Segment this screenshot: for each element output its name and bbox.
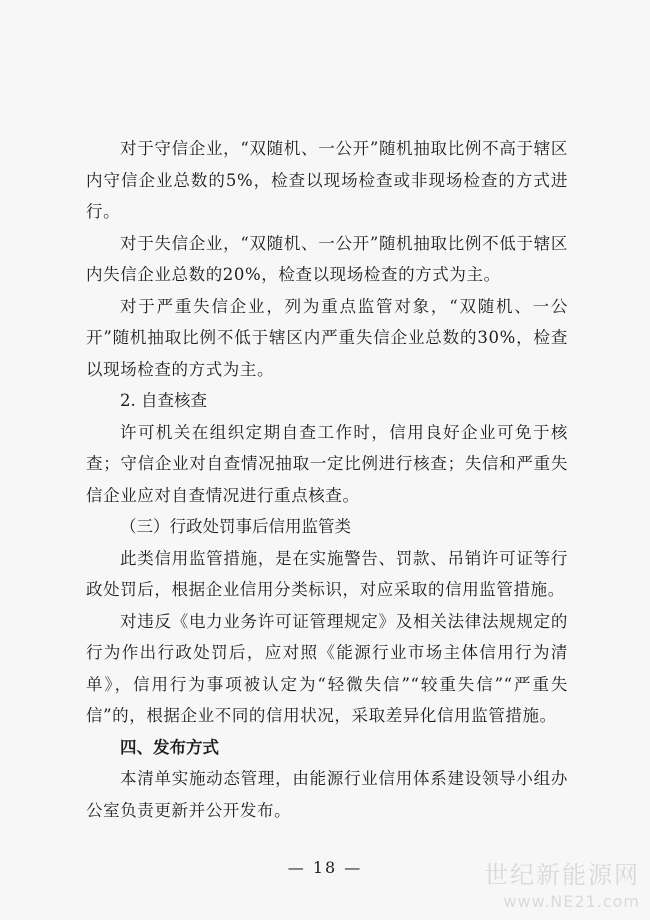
watermark bbox=[484, 862, 640, 912]
paragraph-trustworthy-enterprises: 对于守信企业，“双随机、一公开”随机抽取比例不高于辖区内守信企业总数的5%，检查以现场检查或非现场检查的方式进行。 bbox=[86, 139, 568, 221]
page-number: — 18 — bbox=[287, 858, 363, 877]
paragraph-seriously-dishonest-enterprises: 对于严重失信企业，列为重点监管对象，“双随机、一公开”随机抽取比例不低于辖区内严重失信企业总数的30%，检查以现场检查的方式为主。 bbox=[86, 296, 568, 379]
heading-publication-method: 四、发布方式 bbox=[120, 737, 219, 757]
paragraph-penalty-violations: 对违反《电力业务许可证管理规定》及相关法律法规规定的行为作出行政处罚后，应对照《能源行业市场主体信用行为清单》，信用行为事项被认定为“轻微失信”“较重失信”“严重失信”的，根据企业不同的信用状况，采取差异化信用监管措施。 bbox=[86, 611, 568, 725]
watermark-url: www.NE21.com bbox=[503, 892, 640, 911]
document-body bbox=[86, 133, 568, 826]
paragraph-publication: 本清单实施动态管理，由能源行业信用体系建设领导小组办公室负责更新并公开发布。 bbox=[86, 769, 568, 820]
heading-administrative-penalty: （三）行政处罚事后信用监管类 bbox=[120, 517, 351, 536]
paragraph-dishonest-enterprises: 对于失信企业，“双随机、一公开”随机抽取比例不低于辖区内失信企业总数的20%，检查以现场检查的方式为主。 bbox=[86, 233, 568, 284]
heading-self-check: 2. 自查核查 bbox=[120, 391, 207, 410]
watermark-name: 世纪新能源网 bbox=[484, 861, 640, 889]
paragraph-self-check: 许可机关在组织定期自查工作时，信用良好企业可免于核查；守信企业对自查情况抽取一定比例进行核查；失信和严重失信企业应对自查情况进行重点核查。 bbox=[86, 422, 568, 505]
paragraph-penalty-measures: 此类信用监管措施，是在实施警告、罚款、吊销许可证等行政处罚后，根据企业信用分类标识，对应采取的信用监管措施。 bbox=[86, 548, 568, 599]
